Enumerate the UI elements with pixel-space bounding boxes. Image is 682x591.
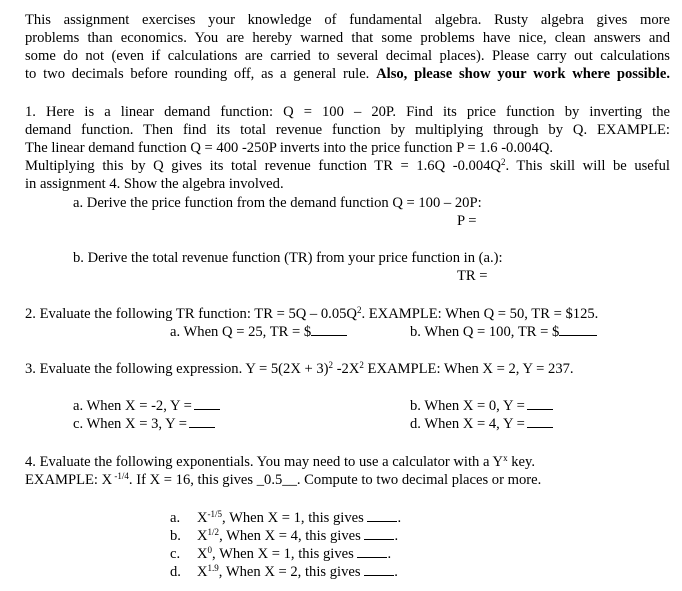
q1-line-5: in assignment 4. Show the algebra involved. bbox=[25, 176, 284, 192]
answer-blank[interactable] bbox=[364, 528, 394, 540]
q1-part-a-answer[interactable]: P = bbox=[457, 213, 477, 229]
answer-blank[interactable] bbox=[194, 398, 220, 410]
q3-prompt: 3. Evaluate the following expression. $Y = 5(2X + 3)^2$ $-2X^2$ EXAMPLE: When X = 2, Y = 237. bbox=[25, 360, 574, 377]
q1-line-1: 1. Here is a linear demand function: Q = 100 – 20P. Find its price function by inverting the bbox=[25, 104, 670, 120]
answer-blank[interactable] bbox=[189, 416, 215, 428]
answer-blank[interactable] bbox=[357, 546, 387, 558]
intro-line-3: some do not (even if calculations are carried to several decimal places). Please carry out calculations bbox=[25, 48, 670, 64]
q1-line-3: The linear demand function Q = 400 -250P inverts into the price function P = 1.6 -0.004Q. bbox=[25, 140, 554, 156]
q4-item-b[interactable]: b. $X^{1/2}$, When X = 4, this gives . bbox=[170, 527, 399, 544]
q4-line-2: EXAMPLE: X $^{-1/4}$. If X = 16, this gives _0.5__. Compute to two decimal places or more. bbox=[25, 471, 542, 488]
answer-blank[interactable] bbox=[527, 398, 553, 410]
intro-line-4: to two decimals before rounding off, as a general rule. Also, please show your work where possible. bbox=[25, 66, 670, 82]
answer-blank[interactable] bbox=[367, 510, 397, 522]
q1-line-4: Multiplying this by Q gives its total revenue function TR = 1.6Q $-0.004Q^2$. This skill will be useful bbox=[25, 157, 670, 174]
answer-blank[interactable] bbox=[559, 324, 597, 336]
q3-part-a[interactable]: a. When X = -2, Y = bbox=[73, 398, 220, 416]
q4-item-d[interactable]: d. $X^{1.9}$, When X = 2, this gives . bbox=[170, 563, 398, 580]
q1-line-2: demand function. Then find its total revenue function by multiplying through by Q. EXAMPLE: bbox=[25, 122, 670, 138]
q4-item-c[interactable]: c. $X^0$, When X = 1, this gives . bbox=[170, 545, 392, 562]
q1-part-b-answer[interactable]: TR = bbox=[457, 268, 488, 284]
q1-part-a: a. Derive the price function from the demand function Q = 100 – 20P: bbox=[73, 195, 482, 211]
answer-blank[interactable] bbox=[311, 324, 347, 336]
show-work-instruction: Also, please show your work where possible. bbox=[376, 66, 670, 82]
q2-part-a[interactable]: a. When Q = 25, TR = $ bbox=[170, 324, 347, 342]
q4-item-a[interactable]: a. $X^{-1/5}$, When X = 1, this gives . bbox=[170, 509, 402, 526]
intro-line-2: problems than economics. You are hereby warned that some problems have nice, clean answers and bbox=[25, 30, 670, 46]
q4-line-1: 4. Evaluate the following exponentials. You may need to use a calculator with a $Y^x$ key. bbox=[25, 453, 536, 470]
answer-blank[interactable] bbox=[364, 564, 394, 576]
answer-blank[interactable] bbox=[527, 416, 553, 428]
q3-part-c[interactable]: c. When X = 3, Y = bbox=[73, 416, 215, 434]
q1-part-b: b. Derive the total revenue function (TR) from your price function in (a.): bbox=[73, 250, 503, 266]
intro-line-1: This assignment exercises your knowledge of fundamental algebra. Rusty algebra gives more bbox=[25, 12, 670, 28]
q3-part-d[interactable]: d. When X = 4, Y = bbox=[410, 416, 553, 434]
q2-part-b[interactable]: b. When Q = 100, TR = $ bbox=[410, 324, 597, 342]
q2-prompt: 2. Evaluate the following TR function: TR = $5Q - 0.05Q^2$. EXAMPLE: When Q = 50, TR = $125. bbox=[25, 305, 599, 322]
q3-part-b[interactable]: b. When X = 0, Y = bbox=[410, 398, 553, 416]
